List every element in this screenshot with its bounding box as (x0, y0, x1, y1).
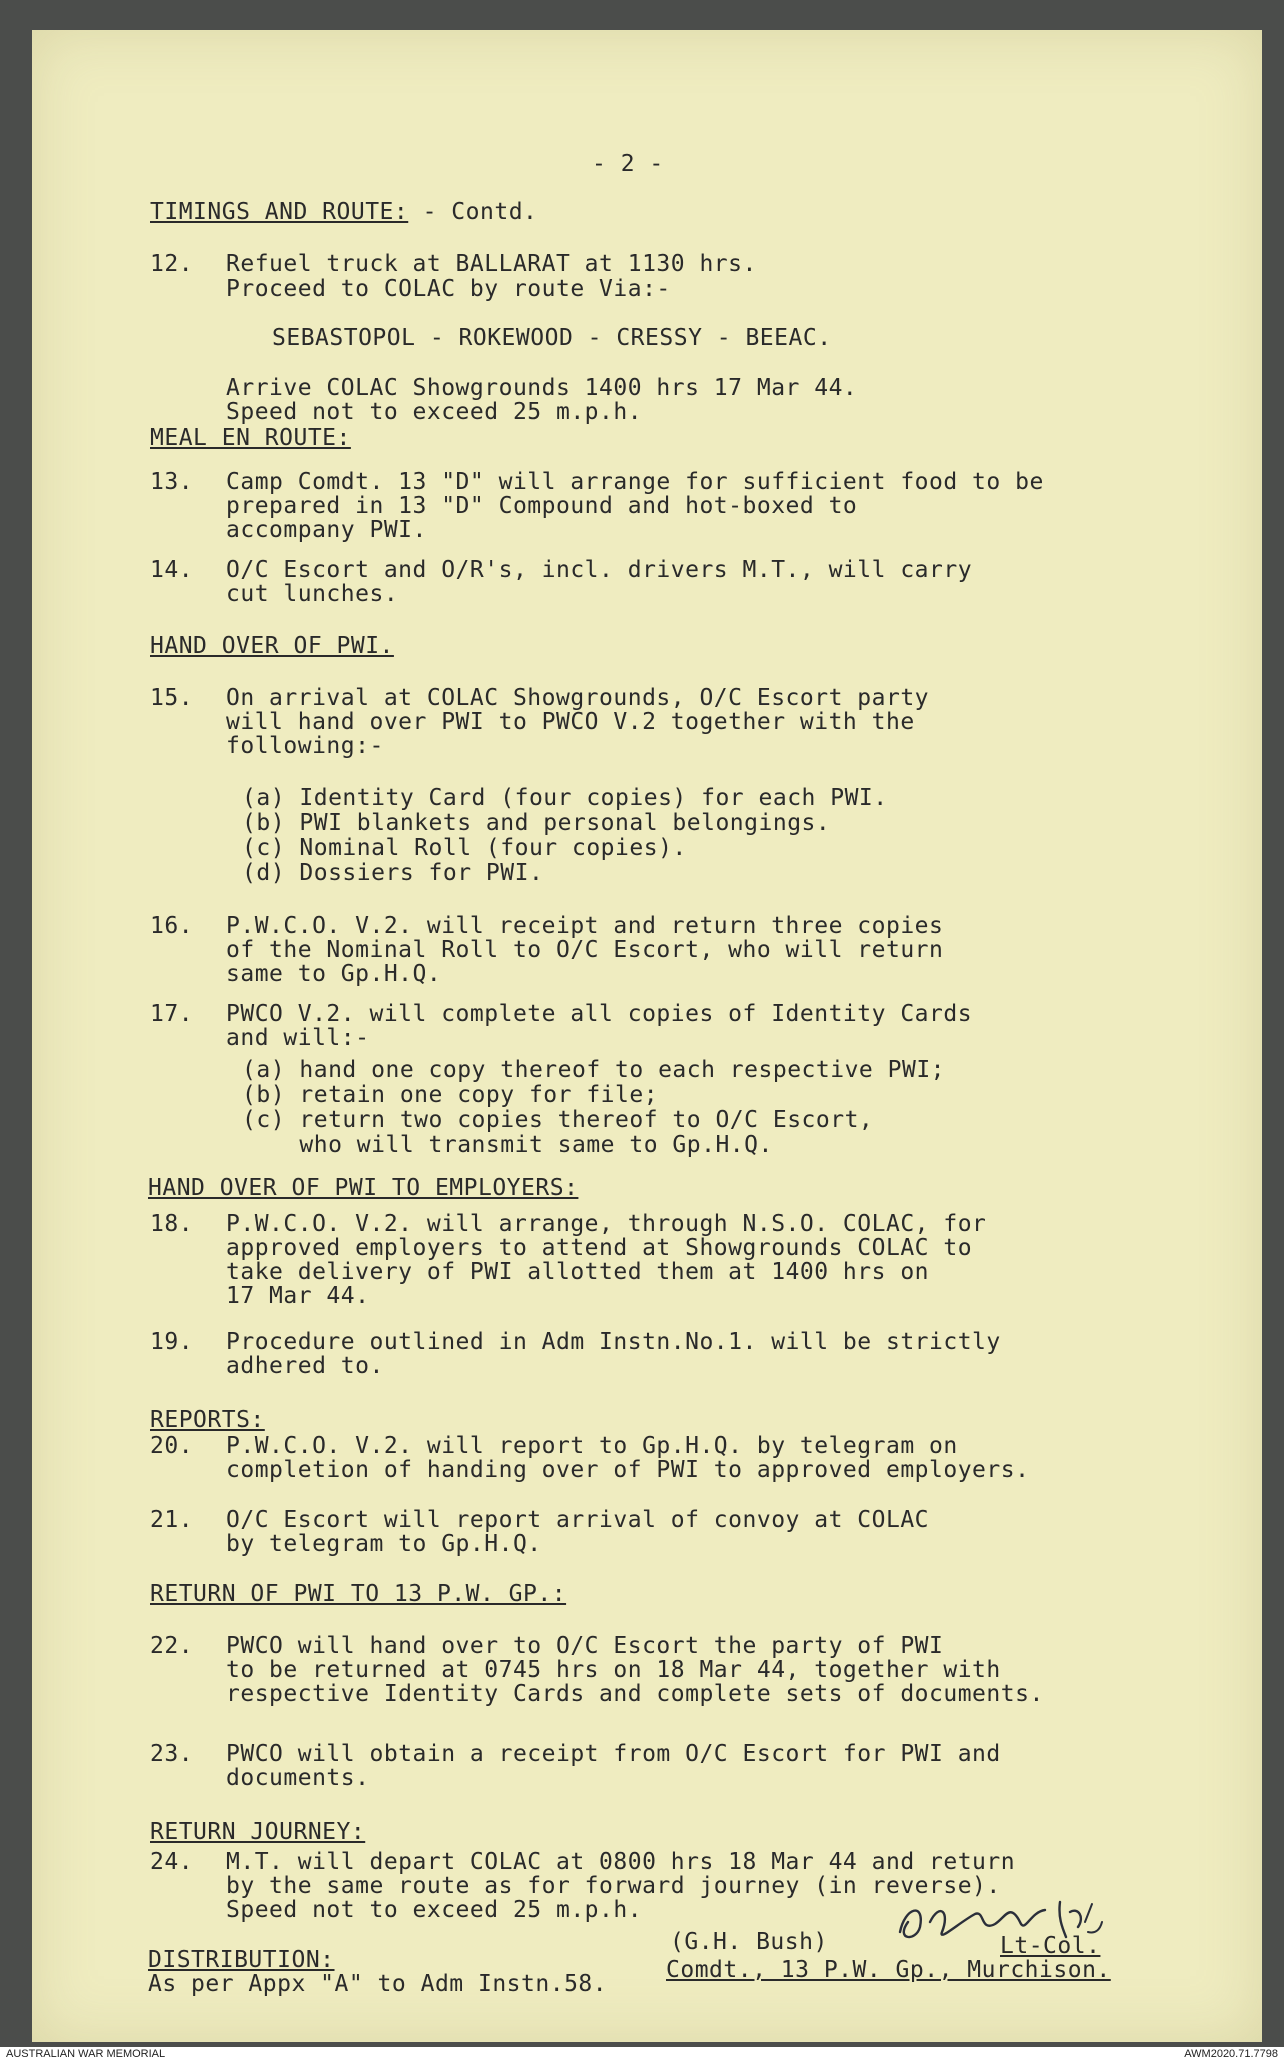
section-heading-meal: MEAL EN ROUTE: (150, 425, 351, 451)
item-text-line: Speed not to exceed 25 m.p.h. (226, 1897, 643, 1923)
item-text-line: will hand over PWI to PWCO V.2 together with the (226, 709, 915, 735)
item-text-line: Refuel truck at BALLARAT at 1130 hrs. (226, 251, 757, 277)
item-number: 13. (150, 469, 194, 495)
page-number: - 2 - (592, 151, 664, 177)
sub-item: (a) hand one copy thereof to each respective PWI; (242, 1057, 946, 1083)
item-text-line: P.W.C.O. V.2. will arrange, through N.S.O. COLAC, for (226, 1211, 987, 1237)
item-text-line: PWCO will obtain a receipt from O/C Escort for PWI and (226, 1741, 1001, 1767)
item-number: 19. (150, 1329, 194, 1355)
item-text-line: Proceed to COLAC by route Via:- (226, 276, 671, 302)
item-text-line: P.W.C.O. V.2. will report to Gp.H.Q. by telegram on (226, 1433, 958, 1459)
item-text-line: and will:- (226, 1025, 370, 1051)
section-heading-return-journey: RETURN JOURNEY: (150, 1819, 366, 1845)
signatory-rank: Lt-Col. (1000, 1933, 1101, 1959)
document-page (32, 30, 1262, 2042)
item-text-line: Procedure outlined in Adm Instn.No.1. will be strictly (226, 1329, 1001, 1355)
item-text-line: take delivery of PWI allotted them at 1400 hrs on (226, 1259, 930, 1285)
archive-footer-left: AUSTRALIAN WAR MEMORIAL (6, 2048, 166, 2060)
item-number: 12. (150, 251, 194, 277)
item-text-line: P.W.C.O. V.2. will receipt and return three copies (226, 913, 944, 939)
sub-item: who will transmit same to Gp.H.Q. (242, 1132, 773, 1158)
signatory-appointment: Comdt., 13 P.W. Gp., Murchison. (666, 1957, 1111, 1983)
item-text-line: documents. (226, 1765, 370, 1791)
item-text-line: of the Nominal Roll to O/C Escort, who will return (226, 937, 944, 963)
sub-item: (d) Dossiers for PWI. (242, 860, 544, 886)
item-text-line: completion of handing over of PWI to approved employers. (226, 1457, 1030, 1483)
item-text-line: by the same route as for forward journey (in reverse). (226, 1873, 1001, 1899)
item-number: 20. (150, 1433, 194, 1459)
item-number: 21. (150, 1507, 194, 1533)
item-text-line: Camp Comdt. 13 "D" will arrange for sufficient food to be (226, 469, 1044, 495)
signatory-name: (G.H. Bush) (670, 1929, 828, 1955)
item-text-line: cut lunches. (226, 581, 399, 607)
arrive-line: Arrive COLAC Showgrounds 1400 hrs 17 Mar 44. (226, 375, 858, 401)
item-text-line: M.T. will depart COLAC at 0800 hrs 18 Mar 44 and return (226, 1849, 1016, 1875)
sub-item: (c) return two copies thereof to O/C Escort, (242, 1107, 874, 1133)
section-heading-reports: REPORTS: (150, 1407, 265, 1433)
item-text-line: 17 Mar 44. (226, 1283, 370, 1309)
item-number: 14. (150, 557, 194, 583)
sub-item: (a) Identity Card (four copies) for each PWI. (242, 785, 888, 811)
sub-item: (b) retain one copy for file; (242, 1082, 659, 1108)
item-number: 16. (150, 913, 194, 939)
item-text-line: by telegram to Gp.H.Q. (226, 1531, 542, 1557)
section-heading-return-pwi: RETURN OF PWI TO 13 P.W. GP.: (150, 1581, 567, 1607)
item-text-line: accompany PWI. (226, 517, 427, 543)
speed-line: Speed not to exceed 25 m.p.h. (226, 399, 643, 425)
item-number: 17. (150, 1001, 194, 1027)
item-text-line: respective Identity Cards and complete sets of documents. (226, 1681, 1044, 1707)
distribution-heading: DISTRIBUTION: (148, 1947, 335, 1973)
item-text-line: same to Gp.H.Q. (226, 961, 442, 987)
item-text-line: PWCO V.2. will complete all copies of Identity Cards (226, 1001, 973, 1027)
item-text-line: PWCO will hand over to O/C Escort the party of PWI (226, 1633, 944, 1659)
item-text-line: adhered to. (226, 1353, 384, 1379)
sub-item: (b) PWI blankets and personal belongings. (242, 810, 831, 836)
archive-footer-right: AWM2020.71.7798 (1184, 2048, 1278, 2060)
section-heading-hand-over: HAND OVER OF PWI. (150, 633, 394, 659)
item-number: 23. (150, 1741, 194, 1767)
item-text-line: to be returned at 0745 hrs on 18 Mar 44, together with (226, 1657, 1001, 1683)
sub-item: (c) Nominal Roll (four copies). (242, 835, 687, 861)
item-text-line: On arrival at COLAC Showgrounds, O/C Escort party (226, 685, 930, 711)
item-text-line: approved employers to attend at Showgrounds COLAC to (226, 1235, 973, 1261)
item-number: 18. (150, 1211, 194, 1237)
section-heading-employers: HAND OVER OF PWI TO EMPLOYERS: (148, 1175, 579, 1201)
heading-text: TIMINGS AND ROUTE: (150, 199, 409, 225)
item-number: 24. (150, 1849, 194, 1875)
handwritten-signature (880, 1892, 1140, 1952)
item-text-line: O/C Escort will report arrival of convoy at COLAC (226, 1507, 930, 1533)
distribution-text: As per Appx "A" to Adm Instn.58. (148, 1971, 608, 1997)
item-text-line: prepared in 13 "D" Compound and hot-boxed to (226, 493, 858, 519)
item-number: 22. (150, 1633, 194, 1659)
heading-suffix: - Contd. (422, 199, 538, 225)
item-text-line: following:- (226, 733, 384, 759)
item-text-line: O/C Escort and O/R's, incl. drivers M.T., will carry (226, 557, 973, 583)
section-heading-timings (150, 200, 537, 225)
item-number: 15. (150, 685, 194, 711)
route-line: SEBASTOPOL - ROKEWOOD - CRESSY - BEEAC. (272, 325, 832, 351)
